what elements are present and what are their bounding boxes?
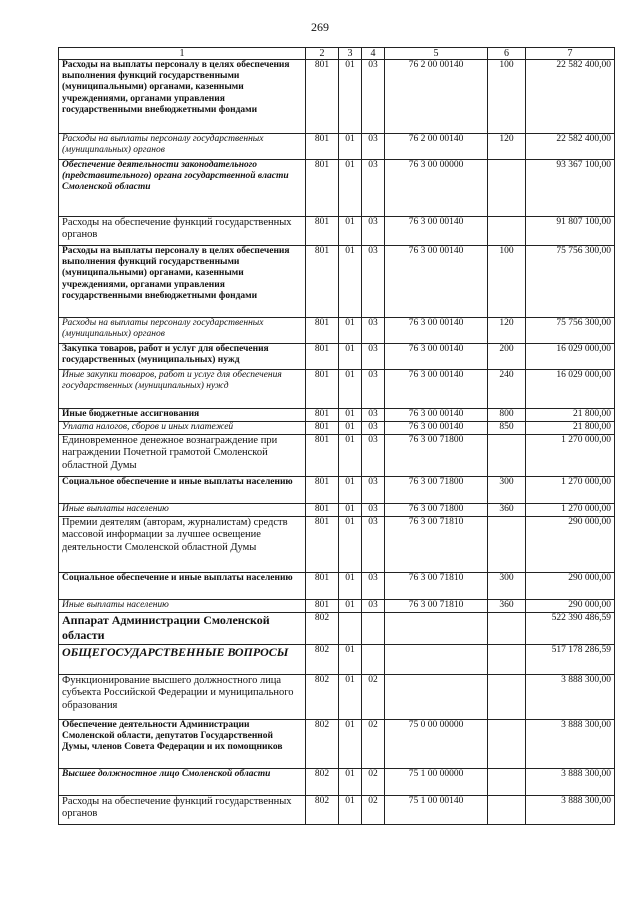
subsection-code: 03 [362, 504, 385, 517]
row-name: Иные выплаты населению [59, 504, 306, 517]
table-row [59, 160, 615, 217]
row-name: Социальное обеспечение и иные выплаты населению [59, 477, 306, 504]
row-name: Аппарат Администрации Смоленской области [59, 613, 306, 645]
amount: 290 000,00 [526, 573, 615, 600]
expense-type-code [488, 645, 526, 675]
subsection-code: 03 [362, 517, 385, 573]
amount: 3 888 300,00 [526, 720, 615, 769]
table-row [59, 344, 615, 370]
section-code: 01 [339, 246, 362, 318]
section-code: 01 [339, 504, 362, 517]
expense-type-code: 360 [488, 600, 526, 613]
table-row [59, 422, 615, 435]
row-name: Единовременное денежное вознаграждение при награждении Почетной грамотой Смоленской областной Думы [59, 435, 306, 477]
admin-code: 801 [306, 477, 339, 504]
target-article-code: 76 3 00 71800 [385, 504, 488, 517]
admin-code: 801 [306, 60, 339, 134]
subsection-code: 03 [362, 318, 385, 344]
section-code: 01 [339, 675, 362, 720]
expense-type-code: 850 [488, 422, 526, 435]
budget-table [58, 47, 615, 825]
amount: 1 270 000,00 [526, 435, 615, 477]
subsection-code: 02 [362, 769, 385, 796]
amount: 16 029 000,00 [526, 370, 615, 409]
amount: 21 800,00 [526, 422, 615, 435]
expense-type-code [488, 796, 526, 825]
amount: 22 582 400,00 [526, 60, 615, 134]
expense-type-code: 120 [488, 134, 526, 160]
expense-type-code [488, 217, 526, 246]
expense-type-code [488, 435, 526, 477]
table-row [59, 504, 615, 517]
amount: 75 756 300,00 [526, 318, 615, 344]
section-code [339, 613, 362, 645]
admin-code: 802 [306, 645, 339, 675]
section-code: 01 [339, 160, 362, 217]
column-header: 4 [362, 48, 385, 60]
subsection-code: 03 [362, 600, 385, 613]
row-name: Расходы на выплаты персоналу в целях обеспечения выполнения функций государственными (муниципальными) органами, казенными учреждениями, органами управления государственными внебюджетными фондами [59, 60, 306, 134]
amount: 3 888 300,00 [526, 675, 615, 720]
subsection-code: 02 [362, 796, 385, 825]
target-article-code: 76 3 00 00140 [385, 409, 488, 422]
expense-type-code: 200 [488, 344, 526, 370]
table-row [59, 675, 615, 720]
expense-type-code: 100 [488, 60, 526, 134]
admin-code: 801 [306, 600, 339, 613]
section-code: 01 [339, 370, 362, 409]
section-code: 01 [339, 435, 362, 477]
table-header-row [59, 48, 615, 60]
table-row [59, 600, 615, 613]
amount: 522 390 486,59 [526, 613, 615, 645]
row-name: Премии деятелям (авторам, журналистам) средств массовой информации за лучшее освещение деятельности Смоленской областной Думы [59, 517, 306, 573]
column-header: 3 [339, 48, 362, 60]
admin-code: 801 [306, 318, 339, 344]
subsection-code: 03 [362, 344, 385, 370]
subsection-code: 03 [362, 370, 385, 409]
admin-code: 801 [306, 134, 339, 160]
amount: 91 807 100,00 [526, 217, 615, 246]
amount: 3 888 300,00 [526, 796, 615, 825]
target-article-code: 76 3 00 00000 [385, 160, 488, 217]
amount: 290 000,00 [526, 517, 615, 573]
subsection-code: 03 [362, 573, 385, 600]
admin-code: 802 [306, 796, 339, 825]
amount: 517 178 286,59 [526, 645, 615, 675]
row-name: Высшее должностное лицо Смоленской области [59, 769, 306, 796]
target-article-code: 75 1 00 00140 [385, 796, 488, 825]
target-article-code: 76 3 00 71810 [385, 573, 488, 600]
table-row [59, 573, 615, 600]
subsection-code: 03 [362, 217, 385, 246]
target-article-code: 76 3 00 00140 [385, 370, 488, 409]
table-row [59, 217, 615, 246]
table-row [59, 477, 615, 504]
subsection-code [362, 645, 385, 675]
admin-code: 801 [306, 504, 339, 517]
section-code: 01 [339, 645, 362, 675]
admin-code: 801 [306, 435, 339, 477]
admin-code: 802 [306, 613, 339, 645]
target-article-code: 76 3 00 71800 [385, 435, 488, 477]
admin-code: 801 [306, 217, 339, 246]
expense-type-code: 360 [488, 504, 526, 517]
table-row [59, 370, 615, 409]
column-header: 1 [59, 48, 306, 60]
expense-type-code: 300 [488, 477, 526, 504]
table-row [59, 60, 615, 134]
amount: 3 888 300,00 [526, 769, 615, 796]
amount: 75 756 300,00 [526, 246, 615, 318]
section-code: 01 [339, 477, 362, 504]
subsection-code [362, 613, 385, 645]
section-code: 01 [339, 720, 362, 769]
admin-code: 802 [306, 769, 339, 796]
admin-code: 801 [306, 573, 339, 600]
subsection-code: 03 [362, 246, 385, 318]
expense-type-code: 300 [488, 573, 526, 600]
section-code: 01 [339, 217, 362, 246]
column-header: 6 [488, 48, 526, 60]
expense-type-code: 120 [488, 318, 526, 344]
table-row [59, 134, 615, 160]
subsection-code: 03 [362, 422, 385, 435]
section-code: 01 [339, 600, 362, 613]
admin-code: 801 [306, 517, 339, 573]
target-article-code: 76 3 00 00140 [385, 246, 488, 318]
table-row [59, 769, 615, 796]
section-code: 01 [339, 573, 362, 600]
table-row [59, 796, 615, 825]
table-row [59, 645, 615, 675]
expense-type-code [488, 613, 526, 645]
row-name: Закупка товаров, работ и услуг для обеспечения государственных (муниципальных) нужд [59, 344, 306, 370]
subsection-code: 03 [362, 60, 385, 134]
table-row [59, 435, 615, 477]
row-name: Иные выплаты населению [59, 600, 306, 613]
target-article-code [385, 613, 488, 645]
section-code: 01 [339, 134, 362, 160]
row-name: Расходы на обеспечение функций государственных органов [59, 217, 306, 246]
admin-code: 802 [306, 720, 339, 769]
subsection-code: 03 [362, 160, 385, 217]
row-name: Иные закупки товаров, работ и услуг для обеспечения государственных (муниципальных) нужд [59, 370, 306, 409]
target-article-code: 76 3 00 00140 [385, 318, 488, 344]
admin-code: 801 [306, 409, 339, 422]
amount: 290 000,00 [526, 600, 615, 613]
admin-code: 801 [306, 422, 339, 435]
target-article-code: 75 1 00 00000 [385, 769, 488, 796]
expense-type-code: 240 [488, 370, 526, 409]
target-article-code [385, 675, 488, 720]
section-code: 01 [339, 796, 362, 825]
target-article-code: 76 3 00 00140 [385, 217, 488, 246]
row-name: Социальное обеспечение и иные выплаты населению [59, 573, 306, 600]
expense-type-code [488, 517, 526, 573]
amount: 22 582 400,00 [526, 134, 615, 160]
subsection-code: 03 [362, 409, 385, 422]
target-article-code: 76 2 00 00140 [385, 60, 488, 134]
table-row [59, 720, 615, 769]
column-header: 5 [385, 48, 488, 60]
expense-type-code [488, 675, 526, 720]
target-article-code: 76 3 00 71810 [385, 600, 488, 613]
amount: 21 800,00 [526, 409, 615, 422]
target-article-code [385, 645, 488, 675]
row-name: Расходы на выплаты персоналу государственных (муниципальных) органов [59, 318, 306, 344]
expense-type-code [488, 160, 526, 217]
subsection-code: 03 [362, 477, 385, 504]
admin-code: 801 [306, 370, 339, 409]
row-name: Обеспечение деятельности Администрации Смоленской области, депутатов Государственной Думы, членов Совета Федерации и их помощников [59, 720, 306, 769]
target-article-code: 76 3 00 00140 [385, 422, 488, 435]
section-code: 01 [339, 318, 362, 344]
section-code: 01 [339, 60, 362, 134]
row-name: ОБЩЕГОСУДАРСТВЕННЫЕ ВОПРОСЫ [59, 645, 306, 675]
row-name: Иные бюджетные ассигнования [59, 409, 306, 422]
row-name: Расходы на выплаты персоналу в целях обеспечения выполнения функций государственными (муниципальными) органами, казенными учреждениями, органами управления государственными внебюджетными фондами [59, 246, 306, 318]
subsection-code: 03 [362, 134, 385, 160]
target-article-code: 76 2 00 00140 [385, 134, 488, 160]
subsection-code: 03 [362, 435, 385, 477]
amount: 16 029 000,00 [526, 344, 615, 370]
table-row [59, 318, 615, 344]
section-code: 01 [339, 409, 362, 422]
target-article-code: 75 0 00 00000 [385, 720, 488, 769]
amount: 93 367 100,00 [526, 160, 615, 217]
target-article-code: 76 3 00 71810 [385, 517, 488, 573]
row-name: Уплата налогов, сборов и иных платежей [59, 422, 306, 435]
table-row [59, 613, 615, 645]
expense-type-code: 100 [488, 246, 526, 318]
admin-code: 801 [306, 160, 339, 217]
table-row [59, 246, 615, 318]
section-code: 01 [339, 422, 362, 435]
column-header: 2 [306, 48, 339, 60]
row-name: Обеспечение деятельности законодательного (представительного) органа государственной власти Смоленской области [59, 160, 306, 217]
subsection-code: 02 [362, 720, 385, 769]
row-name: Расходы на выплаты персоналу государственных (муниципальных) органов [59, 134, 306, 160]
expense-type-code [488, 720, 526, 769]
table-row [59, 517, 615, 573]
admin-code: 801 [306, 344, 339, 370]
section-code: 01 [339, 344, 362, 370]
target-article-code: 76 3 00 71800 [385, 477, 488, 504]
amount: 1 270 000,00 [526, 477, 615, 504]
row-name: Функционирование высшего должностного лица субъекта Российской Федерации и муниципального образования [59, 675, 306, 720]
section-code: 01 [339, 517, 362, 573]
expense-type-code: 800 [488, 409, 526, 422]
target-article-code: 76 3 00 00140 [385, 344, 488, 370]
amount: 1 270 000,00 [526, 504, 615, 517]
table-row [59, 409, 615, 422]
column-header: 7 [526, 48, 615, 60]
section-code: 01 [339, 769, 362, 796]
expense-type-code [488, 769, 526, 796]
admin-code: 801 [306, 246, 339, 318]
admin-code: 802 [306, 675, 339, 720]
page-number: 269 [311, 20, 329, 34]
subsection-code: 02 [362, 675, 385, 720]
row-name: Расходы на обеспечение функций государственных органов [59, 796, 306, 825]
